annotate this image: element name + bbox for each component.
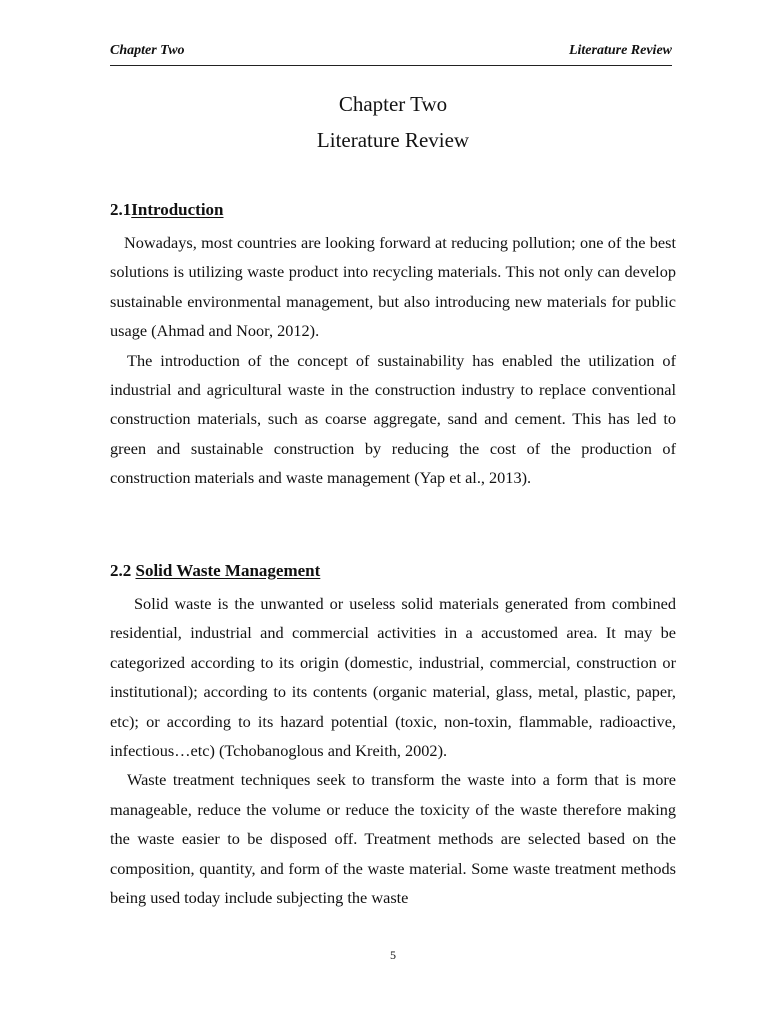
section-number: 2.2 xyxy=(110,561,132,580)
section-title: Introduction xyxy=(131,200,224,219)
section-heading-solid-waste xyxy=(110,561,320,581)
paragraph: Waste treatment techniques seek to transform the waste into a form that is more manageable, reduce the volume or reduce the toxicity of the waste therefore making the waste easier to be disposed off. Treatment methods are selected based on the composition, quantity, and form of the waste material. Some waste treatment methods being used today include subjecting the waste xyxy=(110,770,676,908)
section-number: 2.1 xyxy=(110,200,132,219)
chapter-title-block xyxy=(110,86,676,158)
section-body-introduction xyxy=(110,228,676,493)
paragraph: Nowadays, most countries are looking forward at reducing pollution; one of the best solutions is utilizing waste product into recycling materials. This not only can develop sustainable environmental management, but also introducing new materials for public usage (Ahmad and Noor, 2012). xyxy=(110,233,676,341)
section-body-solid-waste xyxy=(110,589,676,912)
section-title: Solid Waste Management xyxy=(135,561,321,580)
chapter-title: Chapter Two xyxy=(338,92,448,116)
header-chapter-label: Chapter Two xyxy=(110,43,185,58)
header-section-label: Literature Review xyxy=(568,43,672,58)
paragraph: Solid waste is the unwanted or useless solid materials generated from combined residential, industrial and commercial activities in a accustomed area. It may be categorized according to its origin (domestic, industrial, commercial, construction or institutional); according to its contents (organic material, glass, metal, plastic, paper, etc); or according to its hazard potential (toxic, non-toxin, flammable, radioactive, infectious…etc) (Tchobanoglous and Kreith, 2002). xyxy=(110,594,676,761)
page-number: 5 xyxy=(390,948,396,962)
paragraph: The introduction of the concept of sustainability has enabled the utilization of industrial and agricultural waste in the construction industry to replace conventional construction materials, such as coarse aggregate, sand and cement. This has led to green and sustainable construction by reducing the cost of the production of construction materials and waste management (Yap et al., 2013). xyxy=(110,350,676,488)
chapter-subtitle: Literature Review xyxy=(316,128,470,152)
section-heading-introduction xyxy=(110,200,224,220)
running-header xyxy=(110,43,672,66)
